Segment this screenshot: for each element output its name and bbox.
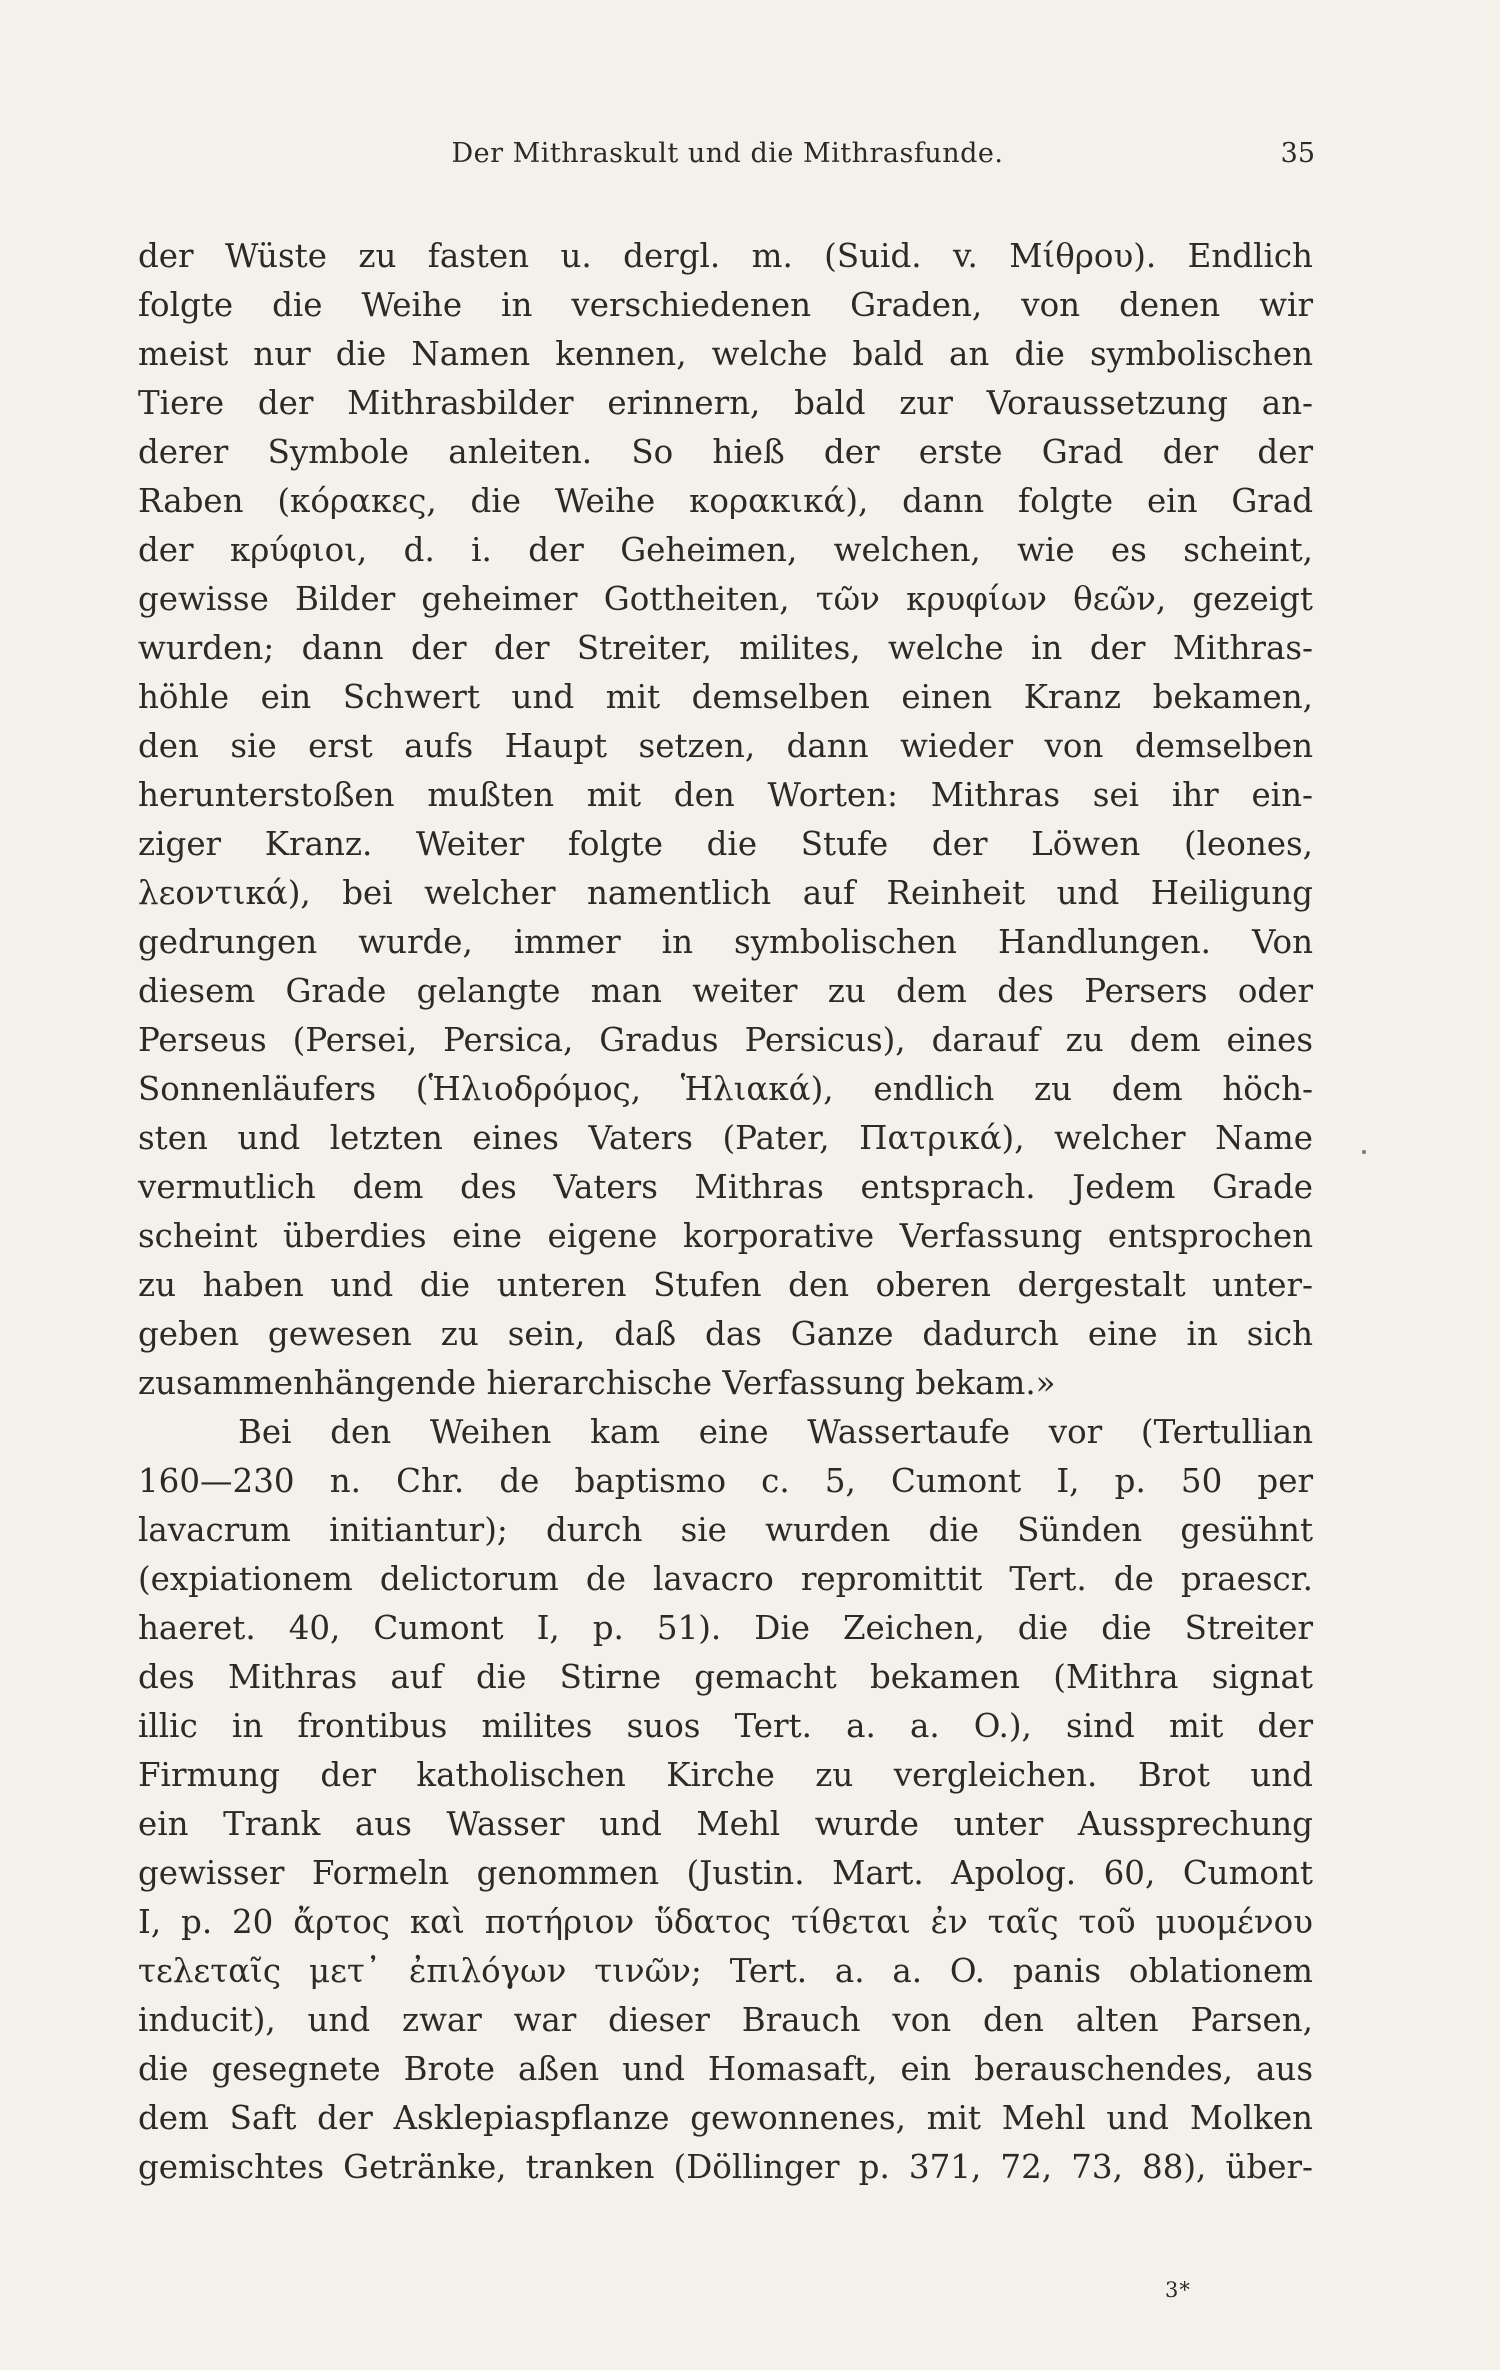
text-line: ziger Kranz. Weiter folgte die Stufe der Löwen (leones, bbox=[138, 825, 1313, 863]
margin-speck bbox=[1362, 1150, 1366, 1154]
page-header bbox=[140, 138, 1315, 198]
text-line: der Wüste zu fasten u. dergl. m. (Suid. v. Μίθρου). Endlich bbox=[138, 237, 1313, 275]
text-line: diesem Grade gelangte man weiter zu dem des Persers oder bbox=[138, 972, 1313, 1010]
text-line: illic in frontibus milites suos Tert. a. a. O.), sind mit der bbox=[138, 1707, 1313, 1745]
text-line: den sie erst aufs Haupt setzen, dann wieder von demselben bbox=[138, 727, 1313, 765]
text-line: wurden; dann der der Streiter, milites, welche in der Mithras- bbox=[138, 629, 1313, 667]
text-line: vermutlich dem des Vaters Mithras entsprach. Jedem Grade bbox=[138, 1168, 1313, 1206]
text-line: (expiationem delictorum de lavacro repromittit Tert. de praescr. bbox=[138, 1560, 1313, 1598]
text-line: höhle ein Schwert und mit demselben einen Kranz bekamen, bbox=[138, 678, 1313, 716]
text-line: gewisser Formeln genommen (Justin. Mart. Apolog. 60, Cumont bbox=[138, 1854, 1313, 1892]
text-line: folgte die Weihe in verschiedenen Graden, von denen wir bbox=[138, 286, 1313, 324]
text-line: Firmung der katholischen Kirche zu vergleichen. Brot und bbox=[138, 1756, 1313, 1794]
text-line: geben gewesen zu sein, daß das Ganze dadurch eine in sich bbox=[138, 1315, 1313, 1353]
body-text bbox=[138, 232, 1313, 2192]
text-line: λεοντικά), bei welcher namentlich auf Reinheit und Heiligung bbox=[138, 874, 1313, 912]
running-title: Der Mithraskult und die Mithrasfunde. bbox=[451, 138, 1004, 169]
text-line: τελεταῖς μετ᾽ ἐπιλόγων τινῶν; Tert. a. a. O. panis oblationem bbox=[138, 1952, 1313, 1990]
text-line: Bei den Weihen kam eine Wassertaufe vor (Tertullian bbox=[238, 1413, 1313, 1451]
text-line: inducit), und zwar war dieser Brauch von den alten Parsen, bbox=[138, 2001, 1313, 2039]
text-line: scheint überdies eine eigene korporative Verfassung entsprochen bbox=[138, 1217, 1313, 1255]
sheet-signature: 3* bbox=[1165, 2278, 1191, 2302]
text-line: herunterstoßen mußten mit den Worten: Mithras sei ihr ein- bbox=[138, 776, 1313, 814]
text-line: meist nur die Namen kennen, welche bald an die symbolischen bbox=[138, 335, 1313, 373]
text-line: Tiere der Mithrasbilder erinnern, bald zur Voraussetzung an- bbox=[138, 384, 1313, 422]
text-line: I, p. 20 ἄρτος καὶ ποτήριον ὕδατος τίθεται ἐν ταῖς τοῦ μυομένου bbox=[138, 1903, 1313, 1941]
page-number: 35 bbox=[1280, 138, 1315, 169]
text-line: gemischtes Getränke, tranken (Döllinger p. 371, 72, 73, 88), über- bbox=[138, 2148, 1313, 2186]
text-line: dem Saft der Asklepiaspflanze gewonnenes, mit Mehl und Molken bbox=[138, 2099, 1313, 2137]
text-line: sten und letzten eines Vaters (Pater, Πατρικά), welcher Name bbox=[138, 1119, 1313, 1157]
text-line: zusammenhängende hierarchische Verfassung bekam.» bbox=[138, 1364, 1056, 1402]
text-line: Perseus (Persei, Persica, Gradus Persicus), darauf zu dem eines bbox=[138, 1021, 1313, 1059]
text-line: ein Trank aus Wasser und Mehl wurde unter Aussprechung bbox=[138, 1805, 1313, 1843]
text-line: 160—230 n. Chr. de baptismo c. 5, Cumont I, p. 50 per bbox=[138, 1462, 1313, 1500]
text-line: zu haben und die unteren Stufen den oberen dergestalt unter- bbox=[138, 1266, 1313, 1304]
text-line: haeret. 40, Cumont I, p. 51). Die Zeichen, die die Streiter bbox=[138, 1609, 1313, 1647]
text-line: Raben (κόρακες, die Weihe κορακικά), dann folgte ein Grad bbox=[138, 482, 1313, 520]
text-line: lavacrum initiantur); durch sie wurden die Sünden gesühnt bbox=[138, 1511, 1313, 1549]
text-line: derer Symbole anleiten. So hieß der erste Grad der der bbox=[138, 433, 1313, 471]
text-line: der κρύφιοι, d. i. der Geheimen, welchen, wie es scheint, bbox=[138, 531, 1313, 569]
text-line: des Mithras auf die Stirne gemacht bekamen (Mithra signat bbox=[138, 1658, 1313, 1696]
text-line: die gesegnete Brote aßen und Homasaft, ein berauschendes, aus bbox=[138, 2050, 1313, 2088]
text-line: gedrungen wurde, immer in symbolischen Handlungen. Von bbox=[138, 923, 1313, 961]
text-line: Sonnenläufers (Ἡλιοδρόμος, Ἡλιακά), endlich zu dem höch- bbox=[138, 1070, 1313, 1108]
text-line: gewisse Bilder geheimer Gottheiten, τῶν κρυφίων θεῶν, gezeigt bbox=[138, 580, 1313, 618]
